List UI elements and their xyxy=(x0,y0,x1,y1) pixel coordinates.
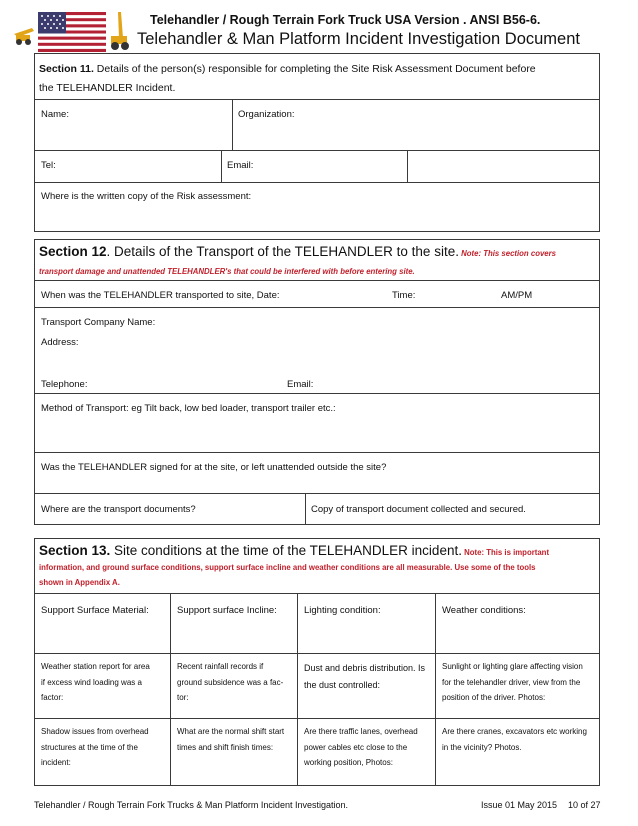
name-field[interactable]: Name: xyxy=(41,109,69,120)
cell-line: factor: xyxy=(41,693,64,703)
section-12-number: Section 12 xyxy=(39,244,107,259)
telehandler-right-icon xyxy=(106,10,132,52)
tel-field[interactable]: Tel: xyxy=(41,160,56,171)
cell-line: in the vicinity? Photos. xyxy=(442,742,522,752)
divider xyxy=(34,99,600,100)
cell-line: structures at the time of the xyxy=(41,742,138,752)
divider xyxy=(435,593,436,786)
transport-email-field[interactable]: Email: xyxy=(287,379,314,390)
section-13-title: Site conditions at the time of the TELEHANDLER incident. xyxy=(110,543,462,558)
divider xyxy=(34,718,600,719)
lighting-condition-field[interactable]: Lighting condition: xyxy=(304,605,381,616)
cell-line: What are the normal shift start xyxy=(177,727,285,736)
section-13-header xyxy=(34,540,600,594)
cell-line: the dust controlled: xyxy=(304,679,381,690)
cell-line: working position, Photos: xyxy=(304,758,393,768)
rainfall-records-field[interactable] xyxy=(172,655,297,710)
transport-time-field[interactable]: Time: xyxy=(392,290,416,301)
divider xyxy=(34,280,600,281)
cell-line: ground subsidence was a fac- xyxy=(177,677,284,687)
section-13-number: Section 13. xyxy=(39,543,111,558)
telehandler-left-icon xyxy=(12,26,38,46)
section-13-note-2: information, and ground surface conditions, support surface incline and weather conditions are all measurable. Use some of the tools xyxy=(39,563,536,572)
risk-assessment-location-field[interactable]: Where is the written copy of the Risk assessment: xyxy=(41,191,252,202)
cell-line: power cables etc close to the xyxy=(304,742,408,752)
support-surface-incline-field[interactable]: Support surface Incline: xyxy=(177,605,277,616)
divider xyxy=(34,182,600,183)
am-pm-label: AM/PM xyxy=(501,290,533,301)
cell-line: if excess wind loading was a xyxy=(41,677,142,687)
divider xyxy=(34,653,600,654)
cranes-excavators-field[interactable] xyxy=(437,720,600,759)
footer-page-number: 10 of 27 xyxy=(568,800,601,810)
shadow-issues-field[interactable] xyxy=(36,720,170,775)
sunlight-glare-field[interactable] xyxy=(437,655,600,710)
dust-debris-field[interactable] xyxy=(299,656,435,697)
cell-line: Sunlight or lighting glare affecting vision xyxy=(442,662,583,671)
section-11-header xyxy=(34,56,600,102)
cell-line: Are there cranes, excavators etc working xyxy=(442,727,587,736)
divider xyxy=(34,493,600,494)
section-13-note: Note: This is important xyxy=(461,548,550,557)
footer-document-title: Telehandler / Rough Terrain Fork Trucks & Man Platform Incident Investigation. xyxy=(34,800,348,810)
traffic-lanes-field[interactable] xyxy=(299,720,435,775)
shift-times-field[interactable] xyxy=(172,720,297,759)
cell-line: Weather station report for area xyxy=(41,662,150,671)
section-11-description-2: the TELEHANDLER Incident. xyxy=(39,82,176,94)
cell-line: Dust and debris distribution. Is xyxy=(304,663,426,673)
cell-line: for the telehandler driver, view from the xyxy=(442,677,581,687)
section-12-note: Note: This section covers xyxy=(458,249,557,258)
section-12-note-2: transport damage and unattended TELEHANDLER's that could be interfered with before entering site. xyxy=(39,267,415,276)
divider xyxy=(407,150,408,182)
divider xyxy=(170,593,171,786)
cell-line: incident: xyxy=(41,758,71,768)
section-12-title: . Details of the Transport of the TELEHANDLER to the site. xyxy=(106,244,459,259)
section-11-number: Section 11. xyxy=(39,63,94,75)
email-field[interactable]: Email: xyxy=(227,160,254,171)
section-11-description: Details of the person(s) responsible for completing the Site Risk Assessment Document before xyxy=(93,63,536,75)
cell-line: Shadow issues from overhead xyxy=(41,727,149,736)
divider xyxy=(34,150,600,151)
signed-for-field[interactable]: Was the TELEHANDLER signed for at the site, or left unattended outside the site? xyxy=(41,462,387,473)
section-12-header xyxy=(34,241,600,285)
us-flag-logo xyxy=(38,12,106,52)
transport-method-field[interactable]: Method of Transport: eg Tilt back, low bed loader, transport trailer etc.: xyxy=(41,403,336,414)
cell-line: position of the driver. Photos: xyxy=(442,693,546,703)
divider xyxy=(34,307,600,308)
document-subtitle: Telehandler & Man Platform Incident Investigation Document xyxy=(137,30,580,48)
support-surface-material-field[interactable]: Support Surface Material: xyxy=(41,605,149,616)
document-header-title: Telehandler / Rough Terrain Fork Truck USA Version . ANSI B56-6. xyxy=(150,13,541,27)
transport-address-field[interactable]: Address: xyxy=(41,337,79,348)
organization-field[interactable]: Organization: xyxy=(238,109,295,120)
weather-conditions-field[interactable]: Weather conditions: xyxy=(442,605,526,616)
divider xyxy=(34,393,600,394)
divider xyxy=(34,452,600,453)
transport-document-copy-field[interactable]: Copy of transport document collected and secured. xyxy=(311,504,526,515)
transport-telephone-field[interactable]: Telephone: xyxy=(41,379,88,390)
transport-company-field[interactable]: Transport Company Name: xyxy=(41,317,156,328)
cell-line: times and shift finish times: xyxy=(177,742,274,752)
cell-line: tor: xyxy=(177,693,189,703)
divider xyxy=(34,593,600,594)
cell-line: Are there traffic lanes, overhead xyxy=(304,727,418,736)
section-13-note-3: shown in Appendix A. xyxy=(39,578,120,587)
footer-issue: Issue 01 May 2015 xyxy=(481,800,558,810)
transport-date-field[interactable]: When was the TELEHANDLER transported to site, Date: xyxy=(41,290,280,301)
cell-line: Recent rainfall records if xyxy=(177,662,264,671)
weather-station-report-field[interactable] xyxy=(36,655,170,710)
transport-documents-field[interactable]: Where are the transport documents? xyxy=(41,504,196,515)
divider xyxy=(297,593,298,786)
